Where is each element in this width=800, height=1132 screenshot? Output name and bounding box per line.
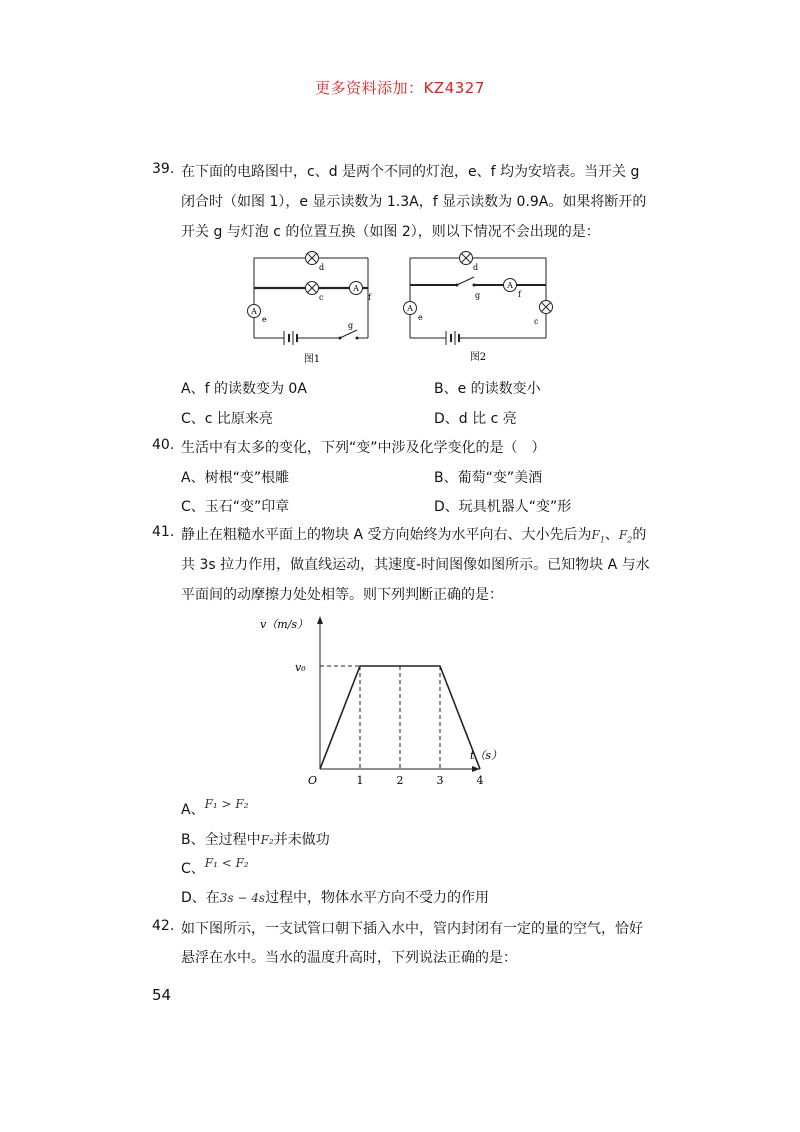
question-42-number: 42. bbox=[152, 918, 175, 934]
lamp-d-icon bbox=[306, 252, 319, 265]
velocity-time-chart bbox=[250, 612, 550, 787]
force-f1-symbol: F bbox=[591, 528, 600, 542]
x-tick-label-4: 4 bbox=[476, 774, 484, 787]
circuit-figure-2 bbox=[400, 250, 560, 368]
question-41-number: 41. bbox=[152, 524, 175, 540]
page-number: 54 bbox=[152, 986, 172, 1004]
option-c-formula: F₁ < F₂ bbox=[204, 856, 249, 870]
label-d: d bbox=[319, 263, 325, 272]
question-39-line-2: 闭合时（如图 1），e 显示读数为 1.3A，f 显示读数为 0.9A。如果将断开的 bbox=[181, 194, 647, 210]
question-41-option-a bbox=[181, 799, 249, 819]
option-b-prefix: B、全过程中 bbox=[181, 832, 261, 848]
question-41-option-b bbox=[181, 829, 330, 849]
label-e: e bbox=[418, 313, 423, 322]
option-d-prefix: D、在 bbox=[181, 890, 220, 906]
force-f2-symbol: F bbox=[618, 528, 628, 542]
lamp-d-icon bbox=[460, 252, 473, 265]
option-a-formula: F₁ > F₂ bbox=[204, 797, 249, 811]
question-42-line-2: 悬浮在水中。当水的温度升高时，下列说法正确的是： bbox=[181, 950, 517, 966]
label-e: e bbox=[262, 315, 267, 324]
option-d-suffix: 过程中，物体水平方向不受力的作用 bbox=[265, 890, 490, 906]
force-f1-subscript: 1 bbox=[599, 535, 605, 545]
question-39-line-3: 开关 g 与灯泡 c 的位置互换（如图 2），则以下情况不会出现的是： bbox=[181, 224, 600, 240]
question-39-option-d: D、d 比 c 亮 bbox=[434, 411, 517, 427]
question-39-option-a: A、f 的读数变为 0A bbox=[181, 381, 307, 397]
header-note: 更多资料添加：KZ4327 bbox=[315, 79, 485, 97]
chart-dashed-guides bbox=[320, 666, 440, 769]
ammeter-e-symbol: A bbox=[251, 307, 257, 316]
label-d: d bbox=[473, 263, 479, 272]
question-39-option-c: C、c 比原来亮 bbox=[181, 411, 273, 427]
figure-2-caption: 图2 bbox=[469, 352, 487, 363]
chart-axes bbox=[317, 616, 480, 772]
label-f: f bbox=[518, 290, 521, 299]
question-41-option-d bbox=[181, 887, 489, 907]
option-b-formula: F₂ bbox=[260, 833, 274, 847]
label-g: g bbox=[475, 291, 481, 300]
lamp-c-icon bbox=[306, 282, 319, 295]
question-40-option-d: D、玩具机器人“变”形 bbox=[434, 499, 572, 515]
option-a-prefix: A、 bbox=[181, 802, 205, 818]
y-axis-label: v（m/s） bbox=[260, 618, 308, 631]
lamp-c-icon bbox=[540, 301, 553, 314]
question-41-line-2: 共 3s 拉力作用，做直线运动，其速度-时间图像如图所示。已知物块 A 与水 bbox=[181, 557, 650, 573]
question-41-line-1-text: 静止在粗糙水平面上的物块 A 受方向始终为水平向右、大小先后为 bbox=[181, 527, 592, 543]
label-c: c bbox=[319, 293, 324, 302]
question-42-line-1: 如下图所示，一支试管口朝下插入水中，管内封闭有一定的量的空气，恰好 bbox=[181, 921, 643, 937]
question-39-line-1: 在下面的电路图中，c、d 是两个不同的灯泡，e、f 均为安培表。当开关 g bbox=[181, 164, 640, 180]
force-f2-subscript: 2 bbox=[627, 535, 633, 545]
label-f: f bbox=[368, 293, 371, 302]
question-41-line-3: 平面间的动摩擦力处处相等。则下列判断正确的是： bbox=[181, 587, 503, 603]
question-39-number: 39. bbox=[152, 161, 175, 177]
ammeter-f-symbol: A bbox=[507, 281, 513, 290]
force-f1 bbox=[591, 528, 605, 545]
label-c: c bbox=[534, 317, 539, 326]
question-41-option-c bbox=[181, 858, 249, 878]
circuit-figure-1 bbox=[240, 250, 400, 368]
question-41-line-1 bbox=[181, 524, 646, 544]
option-d-formula: 3s − 4s bbox=[219, 891, 266, 905]
chart-labels bbox=[260, 618, 502, 787]
question-40-number: 40. bbox=[152, 437, 175, 453]
question-40-option-b: B、葡萄“变”美酒 bbox=[434, 470, 543, 486]
origin-label: O bbox=[308, 774, 318, 787]
question-40-line-1: 生活中有太多的变化，下列“变”中涉及化学变化的是（ ） bbox=[181, 440, 546, 456]
x-tick-label-1: 1 bbox=[356, 774, 364, 787]
x-axis-label: t（s） bbox=[470, 749, 503, 762]
x-tick-label-3: 3 bbox=[436, 774, 444, 787]
y-axis-arrow-icon bbox=[317, 616, 323, 624]
question-40-option-c: C、玉石“变”印章 bbox=[181, 499, 290, 515]
question-39-option-b: B、e 的读数变小 bbox=[434, 381, 541, 397]
force-f2 bbox=[618, 528, 633, 545]
question-41-line-1-tail: 的 bbox=[632, 527, 647, 543]
figure-1-caption: 图1 bbox=[303, 354, 321, 365]
question-40-option-a: A、树根“变”根雕 bbox=[181, 470, 290, 486]
x-tick-label-2: 2 bbox=[396, 774, 404, 787]
ammeter-f-symbol: A bbox=[353, 284, 359, 293]
ammeter-e-symbol: A bbox=[407, 304, 413, 313]
option-c-prefix: C、 bbox=[181, 861, 205, 877]
label-g: g bbox=[348, 321, 354, 330]
v0-label: v₀ bbox=[295, 661, 306, 674]
force-separator: 、 bbox=[604, 527, 619, 543]
option-b-suffix: 并未做功 bbox=[273, 832, 330, 848]
